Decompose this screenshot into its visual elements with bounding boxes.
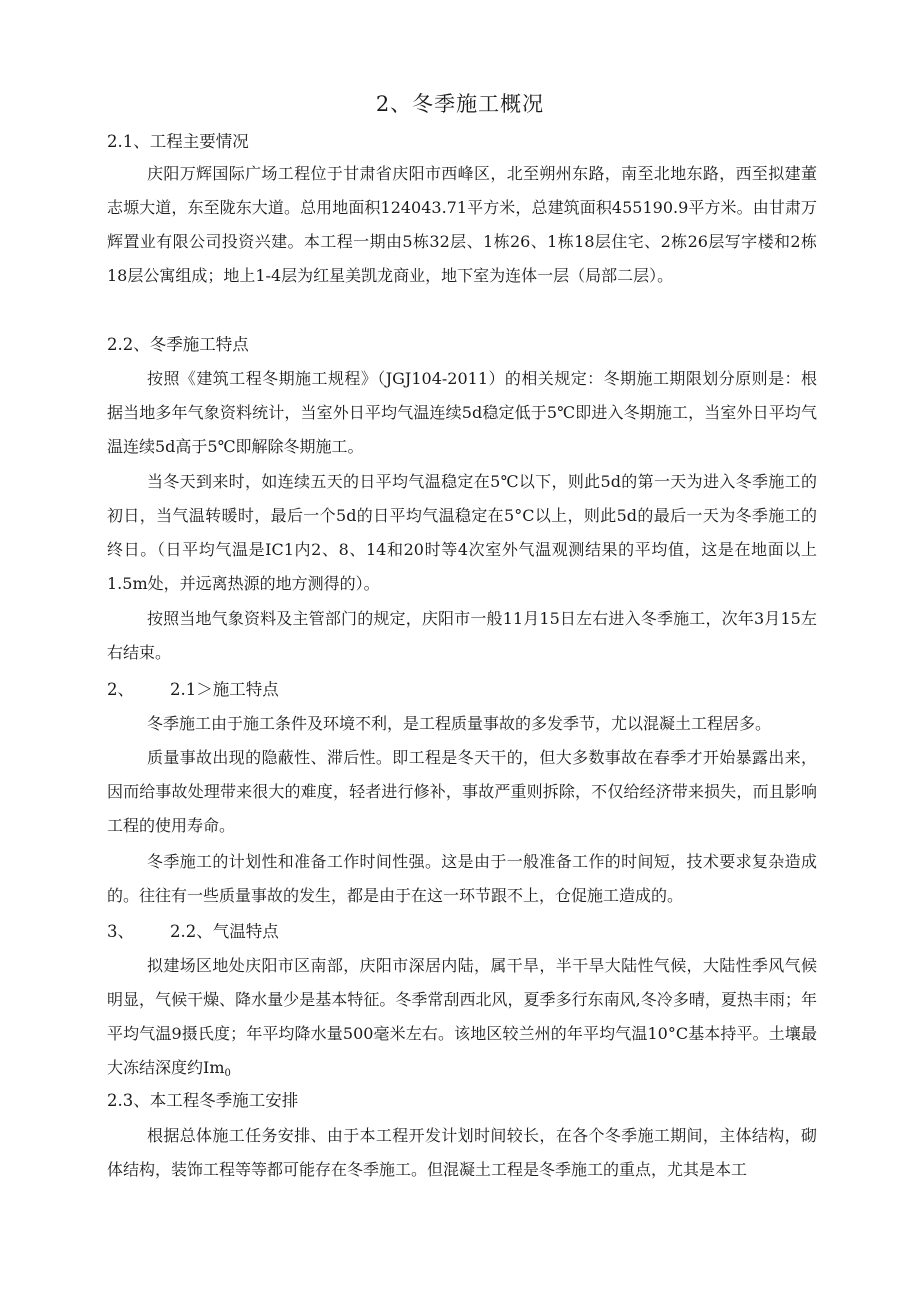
paragraph-arrangement: 根据总体施工任务安排、由于本工程开发计划时间较长，在各个冬季施工期间，主体结构，砌体结构，装饰工程等等都可能存在冬季施工。但混凝土工程是冬季施工的重点，尤其是本工 (107, 1126, 817, 1179)
paragraph-winter-start-end: 当冬天到来时，如连续五天的日平均气温稳定在5℃以下，则此5d的第一天为进入冬季施工的初日，当气温转暖时，最后一个5d的日平均气温稳定在5°C以上，则此5d的最后一天为冬季施工的终日。（日平均气温是IC1内2、8、14和20时等4次室外气温观测结果的平均值，这是在地面以上1.5m处，并远离热源的地方测得的）。 (107, 472, 817, 593)
section-heading-2-3: 2.3、本工程冬季施工安排 (107, 1091, 299, 1110)
paragraph-climate (107, 949, 817, 1085)
page-title: 2、冬季施工概况 (375, 92, 545, 116)
section-heading-temperature (107, 918, 279, 946)
section-heading-2-2: 2.2、冬季施工特点 (107, 335, 249, 354)
climate-text: 拟建场区地处庆阳市区南部，庆阳市深居内陆，属干旱，半干旱大陆性气候，大陆性季风气候明显，气候干燥、降水量少是基本特征。冬季常刮西北风，夏季多行东南风,冬冷多晴，夏热丰雨；年平均气温9摄氏度；年平均降水量500毫米左右。该地区较兰州的年平均气温10°C基本持平。土壤最大冻结深度约Im (107, 956, 817, 1077)
section-heading-2-1: 2.1、工程主要情况 (107, 132, 249, 151)
paragraph-planning: 冬季施工的计划性和准备工作时间性强。这是由于一般准备工作的时间短，技术要求复杂造成的。往往有一些质量事故的发生，都是由于在这一环节跟不上，仓促施工造成的。 (107, 852, 817, 905)
heading-number: 3、 (107, 922, 134, 941)
paragraph-project-overview: 庆阳万辉国际广场工程位于甘肃省庆阳市西峰区，北至朔州东路，南至北地东路，西至拟建董志塬大道，东至陇东大道。总用地面积124043.71平方米，总建筑面积455190.9平方米。由甘肃万辉置业有限公司投资兴建。本工程一期由5栋32层、1栋26、1栋18层住宅、2栋26层写字楼和2栋18层公寓组成；地上1-4层为红星美凯龙商业，地下室为连体一层（局部二层）。 (107, 164, 817, 285)
paragraph-hidden-delay: 质量事故出现的隐蔽性、滞后性。即工程是冬天干的，但大多数事故在春季才开始暴露出来，因而给事故处理带来很大的难度，轻者进行修补，事故严重则拆除，不仅给经济带来损失，而且影响工程的使用寿命。 (107, 748, 817, 835)
climate-subscript: 0 (224, 1068, 231, 1079)
heading-text: 2.2、气温特点 (170, 922, 279, 941)
paragraph-quality-accidents: 冬季施工由于施工条件及环境不利，是工程质量事故的多发季节，尤以混凝土工程居多。 (147, 714, 772, 733)
heading-number: 2、 (107, 680, 134, 699)
paragraph-local-dates: 按照当地气象资料及主管部门的规定，庆阳市一般11月15日左右进入冬季施工，次年3月15左右结束。 (107, 609, 817, 662)
paragraph-winter-period-rule: 按照《建筑工程冬期施工规程》（JGJ104-2011）的相关规定：冬期施工期限划分原则是：根据当地多年气象资料统计，当室外日平均气温连续5d稳定低于5℃即进入冬期施工，当室外日平均气温连续5d高于5℃即解除冬期施工。 (107, 369, 817, 456)
heading-text: 2.1＞施工特点 (170, 680, 279, 699)
section-heading-construction-features (107, 676, 279, 704)
